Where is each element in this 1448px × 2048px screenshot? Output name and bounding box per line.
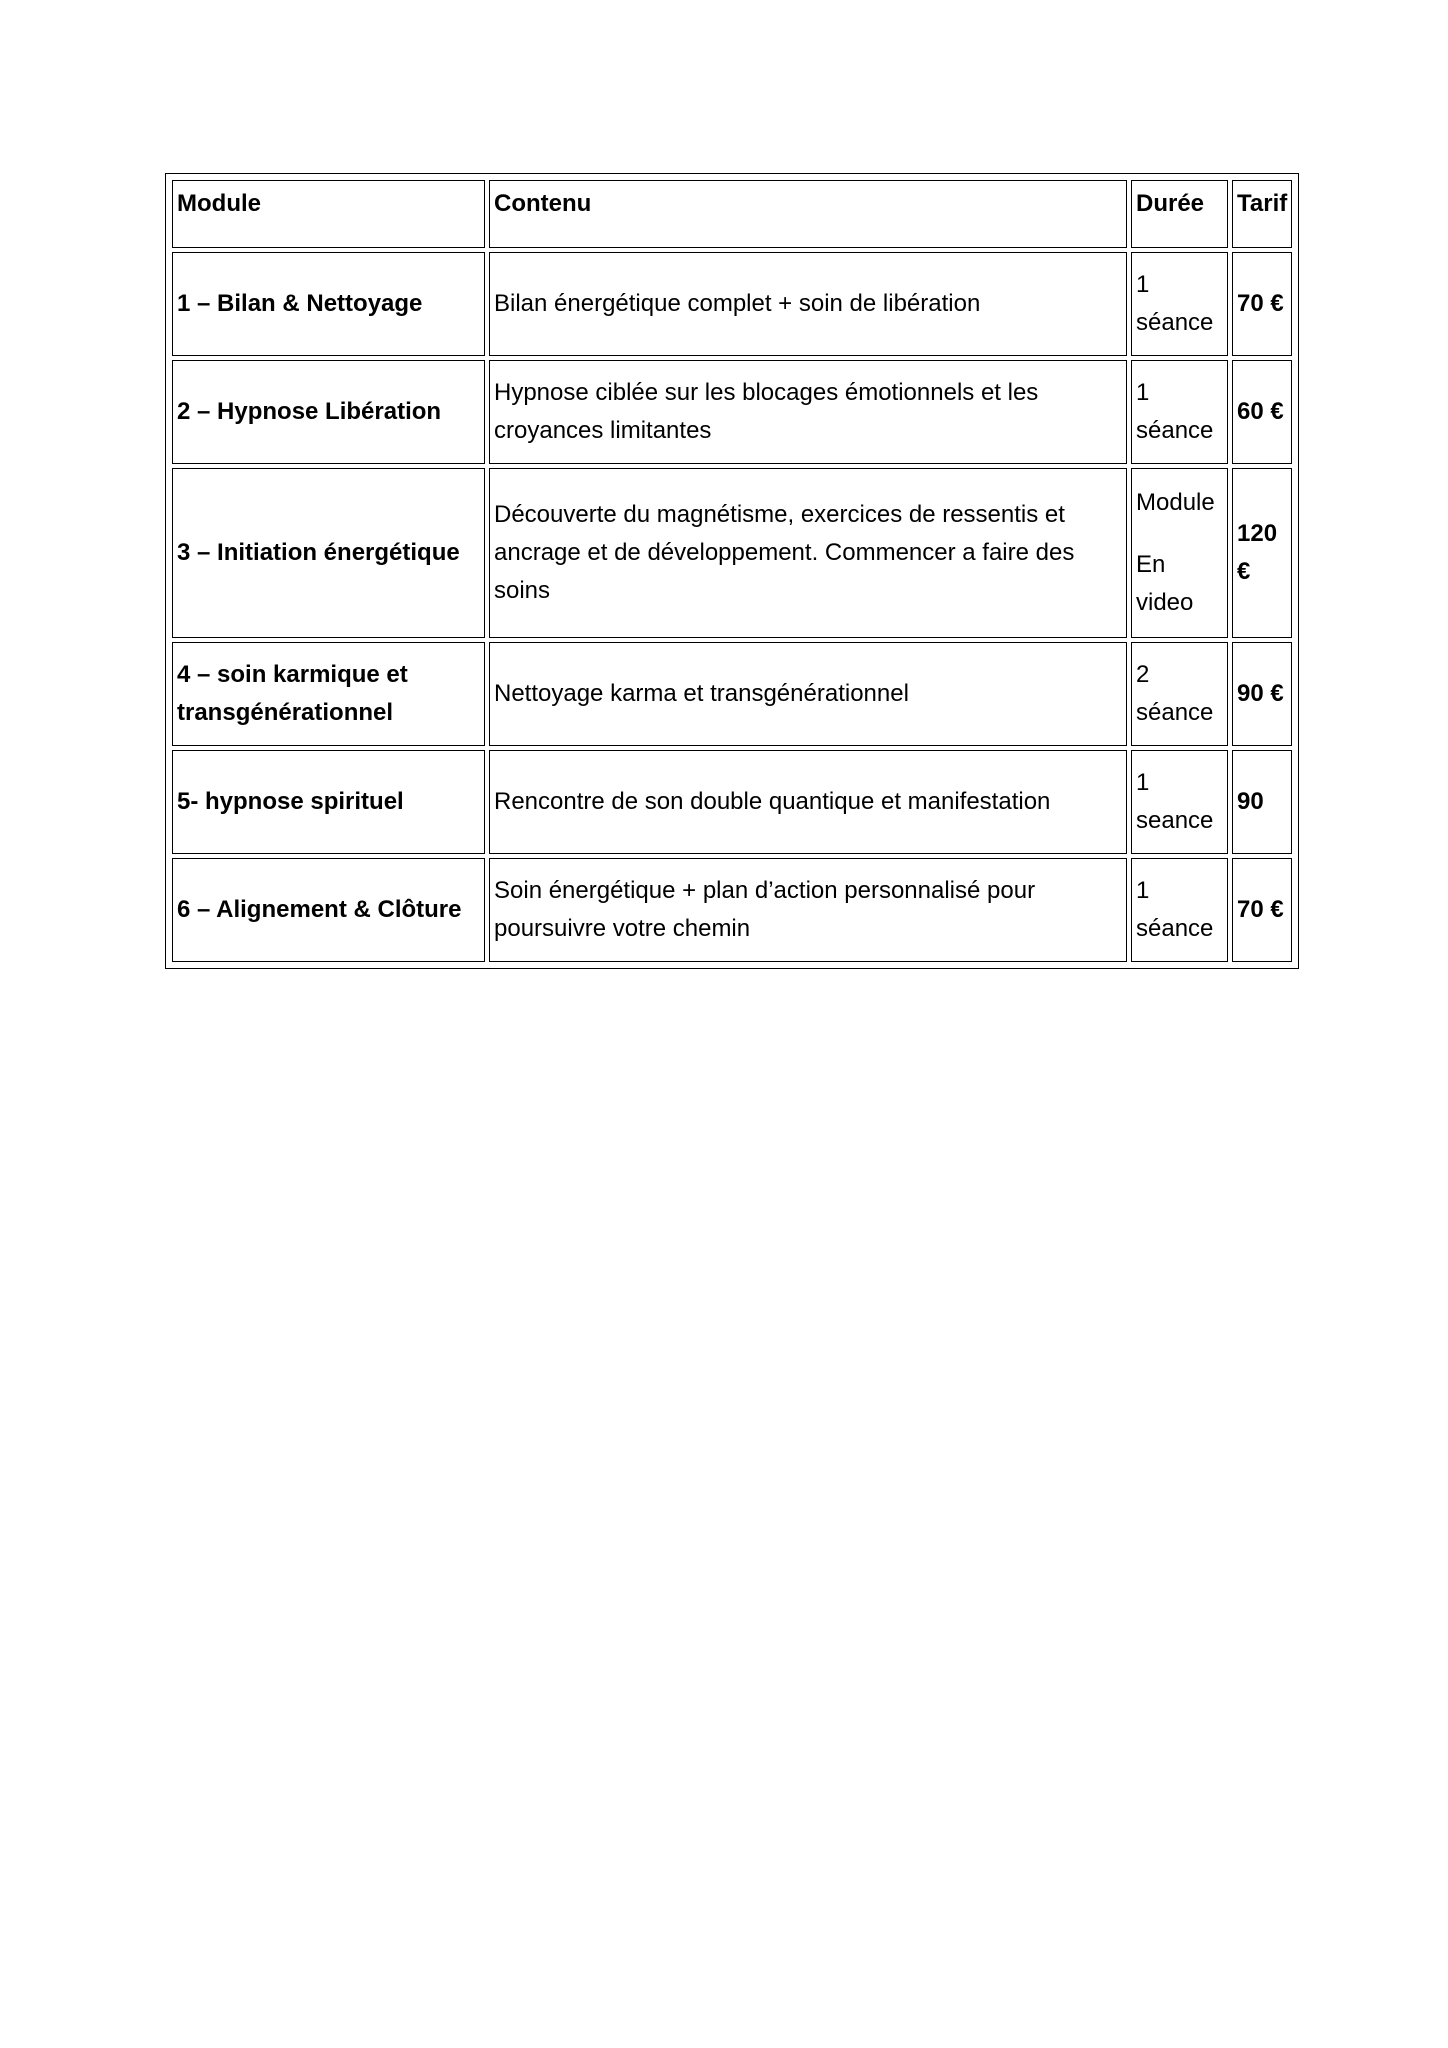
header-duree: Durée <box>1131 180 1228 248</box>
table-row <box>172 858 1292 962</box>
duree-line: En <box>1136 551 1166 578</box>
pricing-table-frame <box>165 173 1299 969</box>
cell-contenu: Bilan énergétique complet + soin de libération <box>489 252 1127 356</box>
cell-duree <box>1131 468 1228 638</box>
duree-text: 2 séance <box>1136 661 1214 726</box>
cell-tarif: 70 € <box>1232 858 1292 962</box>
header-module: Module <box>172 180 485 248</box>
pricing-table <box>168 176 1296 966</box>
cell-contenu: Nettoyage karma et transgénérationnel <box>489 642 1127 746</box>
cell-module: 6 – Alignement & Clôture <box>172 858 485 962</box>
cell-module: 1 – Bilan & Nettoyage <box>172 252 485 356</box>
cell-module: 5- hypnose spirituel <box>172 750 485 854</box>
cell-duree <box>1131 252 1228 356</box>
duree-text: 1 séance <box>1136 877 1214 942</box>
cell-module: 3 – Initiation énergétique <box>172 468 485 638</box>
cell-duree <box>1131 360 1228 464</box>
table-row <box>172 750 1292 854</box>
cell-tarif: 90 € <box>1232 642 1292 746</box>
duree-line: Module <box>1136 489 1215 516</box>
header-tarif: Tarif <box>1232 180 1292 248</box>
cell-contenu: Rencontre de son double quantique et manifestation <box>489 750 1127 854</box>
table-row <box>172 360 1292 464</box>
cell-tarif: 120 € <box>1232 468 1292 638</box>
header-contenu: Contenu <box>489 180 1127 248</box>
duree-line: video <box>1136 589 1194 616</box>
duree-text: 1 séance <box>1136 271 1214 336</box>
cell-tarif: 60 € <box>1232 360 1292 464</box>
table-row <box>172 252 1292 356</box>
duree-text: 1 seance <box>1136 769 1214 834</box>
cell-contenu: Découverte du magnétisme, exercices de ressentis et ancrage et de développement. Commencer a faire des soins <box>489 468 1127 638</box>
cell-contenu: Hypnose ciblée sur les blocages émotionnels et les croyances limitantes <box>489 360 1127 464</box>
cell-module: 4 – soin karmique et transgénérationnel <box>172 642 485 746</box>
cell-duree <box>1131 750 1228 854</box>
table-row <box>172 468 1292 638</box>
cell-contenu: Soin énergétique + plan d’action personnalisé pour poursuivre votre chemin <box>489 858 1127 962</box>
duree-text: 1 séance <box>1136 379 1214 444</box>
cell-duree <box>1131 858 1228 962</box>
table-row <box>172 642 1292 746</box>
cell-tarif: 90 <box>1232 750 1292 854</box>
cell-duree <box>1131 642 1228 746</box>
table-header-row <box>172 180 1292 248</box>
duree-stack <box>1136 484 1223 622</box>
duree-gap <box>1136 522 1223 546</box>
cell-module: 2 – Hypnose Libération <box>172 360 485 464</box>
cell-tarif: 70 € <box>1232 252 1292 356</box>
